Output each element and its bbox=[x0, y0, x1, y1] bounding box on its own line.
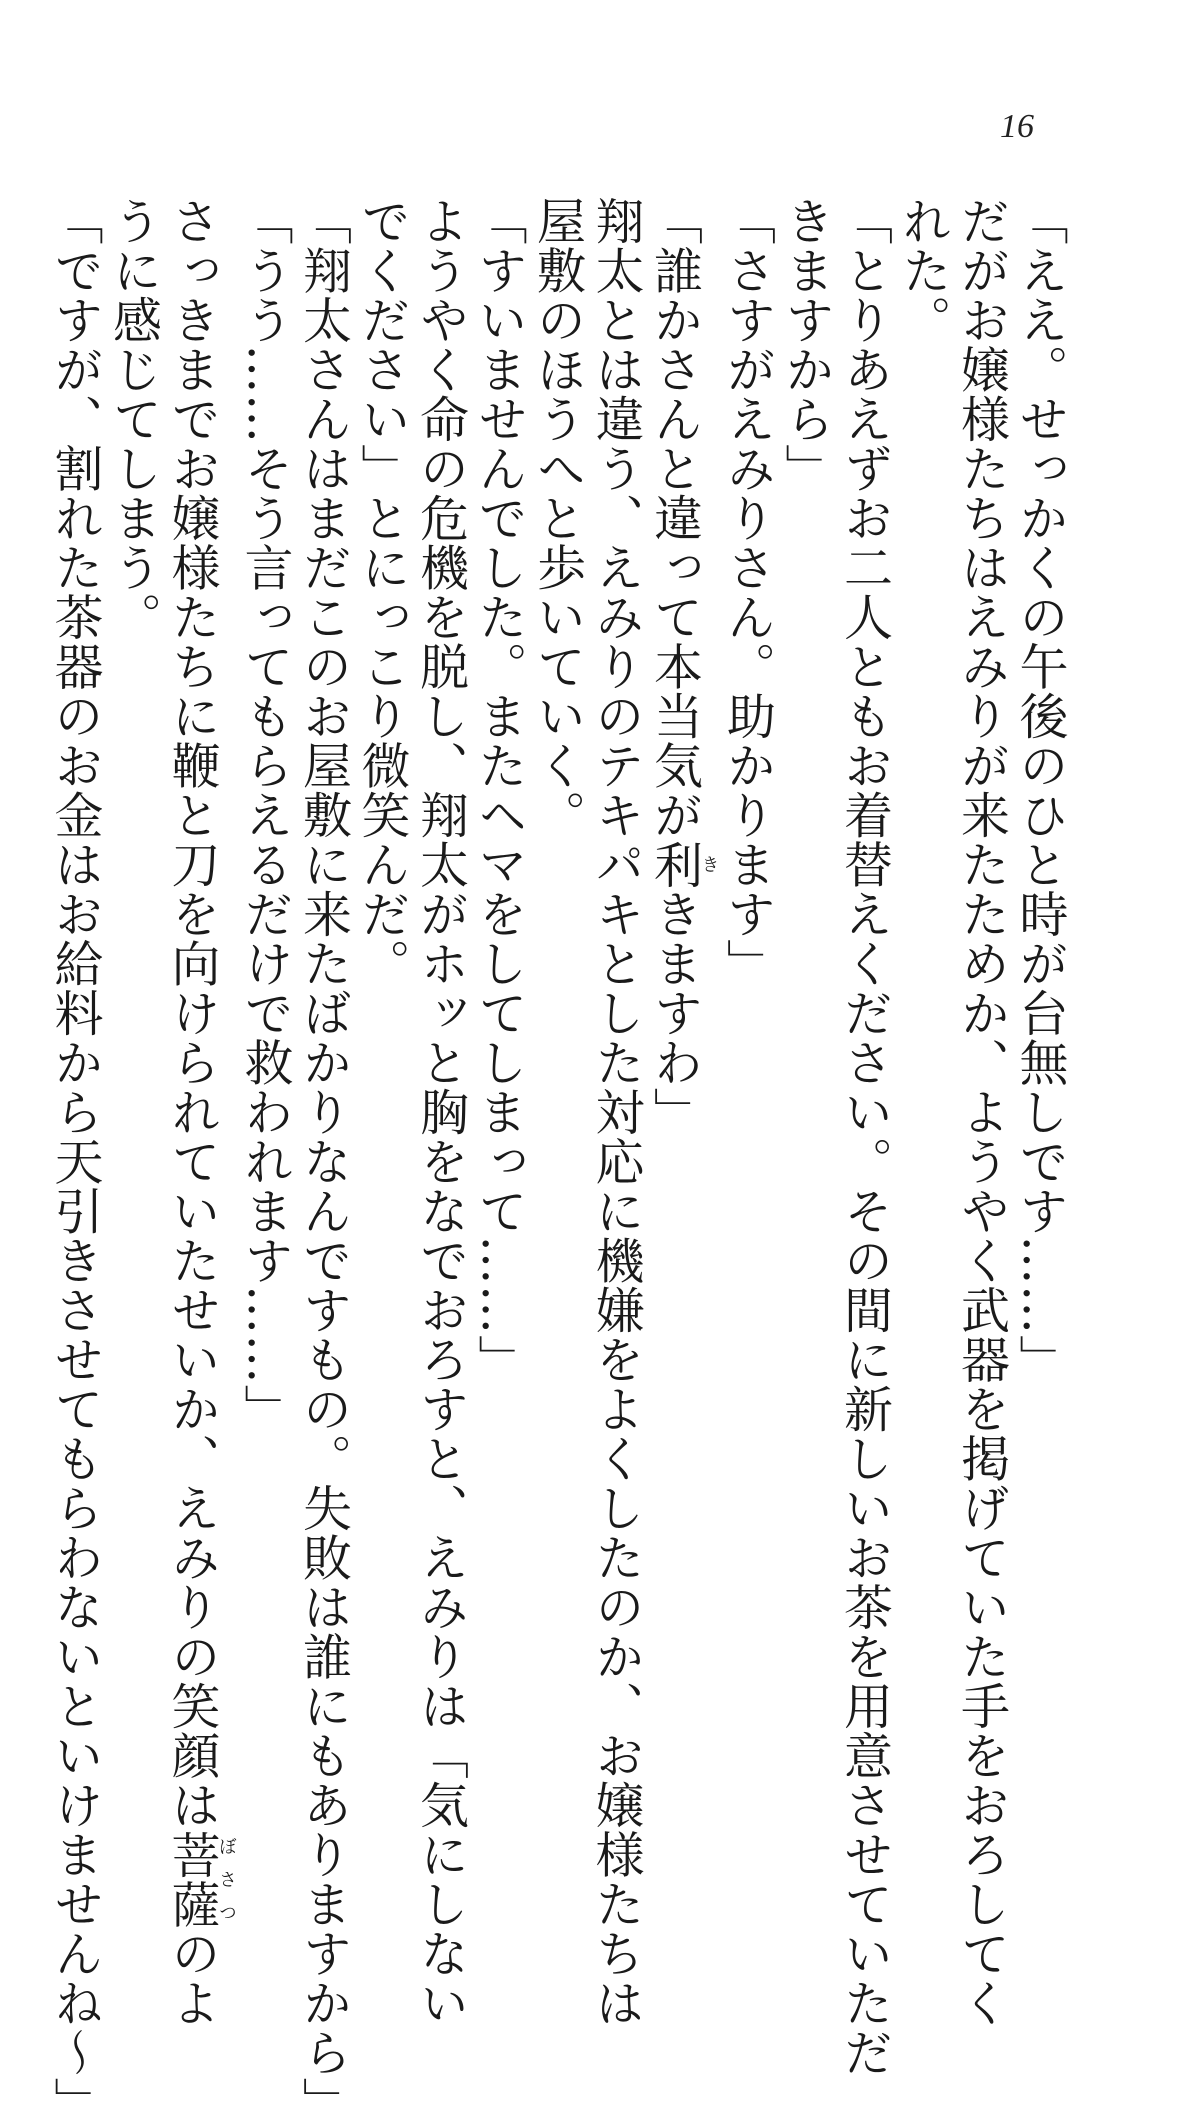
text-line-8: 翔太とは違う、えみりのテキパキとした対応に機嫌をよくしたのか、お嬢様たちは bbox=[588, 196, 645, 2028]
ruby-reading-kiki: き bbox=[698, 839, 720, 889]
text-line-12: でください」とにっこり微笑んだ。 bbox=[354, 196, 411, 988]
text-line-9: 屋敷のほうへと歩いていく。 bbox=[529, 196, 587, 840]
text-line-10: 「すいませんでした。またヘマをしてしまって……」 bbox=[471, 196, 528, 1384]
text-line-13: 「翔太さんはまだこのお屋敷に来たばかりなんですもの。失敗は誰にもありますから」 bbox=[295, 196, 353, 2127]
text-line-17: 「ですが、割れた茶器のお金はお給料から天引きさせてもらわないといけませんね～」 bbox=[47, 196, 104, 2127]
text-line-15-pre: さっきまでお嬢様たちに鞭と刀を向けられていたせいか、えみりの笑顔は bbox=[164, 196, 221, 1830]
text-line-16: うに感じてしまう。 bbox=[105, 196, 163, 642]
text-line-15-post: のよ bbox=[164, 1928, 221, 2028]
ruby-bosatsu bbox=[164, 1829, 237, 1929]
text-line-5: きますから」 bbox=[778, 196, 835, 493]
page-number: 16 bbox=[1000, 108, 1034, 145]
ruby-reading-bosatsu: ぼさつ bbox=[216, 1829, 237, 1929]
text-line-1: 「ええ。せっかくの午後のひと時が台無しです……」 bbox=[1012, 196, 1069, 1384]
text-line-2: だがお嬢様たちはえみりが来たためか、ようやく武器を掲げていた手をおろしてく bbox=[953, 196, 1011, 2028]
text-line-7-pre: 「誰かさんと違って本当気が bbox=[646, 196, 704, 840]
text-line-11: ようやく命の危機を脱し、翔太がホッと胸をなでおろすと、えみりは「気にしない bbox=[412, 196, 470, 2028]
text-line-14: 「うう……そう言ってもらえるだけで救われます……」 bbox=[237, 196, 294, 1434]
text-line-4: 「とりあえずお二人ともお着替えください。その間に新しいお茶を用意させていただ bbox=[836, 196, 894, 2077]
ruby-kiki bbox=[646, 839, 720, 890]
ruby-base-bosatsu: 菩薩 bbox=[164, 1829, 221, 1929]
text-line-7-post: きますわ」 bbox=[646, 889, 704, 1137]
text-line-15 bbox=[163, 196, 237, 2028]
text-line-7 bbox=[645, 196, 718, 1666]
text-line-6: 「さすがえみりさん。助かります」 bbox=[719, 196, 777, 988]
text-line-3: れた。 bbox=[895, 196, 952, 345]
ruby-base-kiki: 利 bbox=[646, 839, 704, 889]
body-text bbox=[46, 196, 1070, 2127]
